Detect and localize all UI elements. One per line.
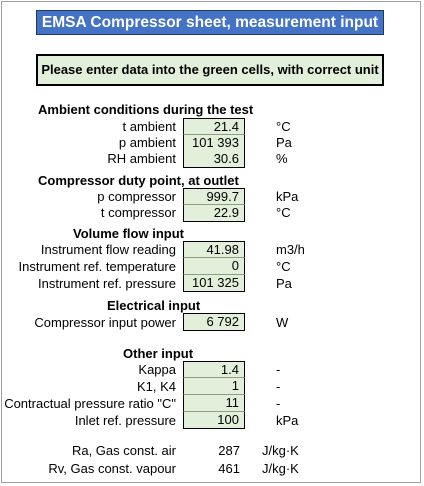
unit-gas-const-vapour: J/kg·K	[262, 461, 299, 476]
input-p-ambient[interactable]: 101 393	[183, 135, 245, 152]
label-p-ambient: p ambient	[118, 135, 176, 150]
label-rh-ambient: RH ambient	[107, 151, 176, 166]
input-t-ambient[interactable]: 21.4	[183, 118, 245, 135]
label-pressure-ratio: Contractual pressure ratio "C"	[4, 396, 176, 411]
unit-p-compressor: kPa	[276, 189, 299, 204]
label-gas-const-vapour: Rv, Gas const. vapour	[48, 461, 176, 476]
input-p-compressor[interactable]: 999.7	[183, 188, 245, 205]
input-inlet-ref-pressure[interactable]: 100	[183, 412, 245, 429]
input-t-compressor[interactable]: 22.9	[183, 205, 245, 222]
section-heading-ambient: Ambient conditions during the test	[38, 102, 254, 117]
label-flow-reading: Instrument flow reading	[40, 242, 176, 257]
input-ref-pressure[interactable]: 101 325	[183, 275, 245, 292]
unit-rh-ambient: %	[276, 151, 288, 166]
unit-ref-pressure: Pa	[276, 276, 292, 291]
unit-input-power: W	[276, 315, 289, 330]
unit-pressure-ratio: -	[276, 396, 281, 411]
input-ref-temperature[interactable]: 0	[183, 258, 245, 275]
section-heading-flow: Volume flow input	[73, 226, 184, 241]
label-k1-k4: K1, K4	[136, 379, 176, 394]
sheet-title: EMSA Compressor sheet, measurement input	[36, 10, 384, 35]
label-gas-const-air: Ra, Gas const. air	[71, 443, 176, 458]
label-t-compressor: t compressor	[100, 205, 176, 220]
input-pressure-ratio[interactable]: 11	[183, 395, 245, 412]
input-k1-k4[interactable]: 1	[183, 378, 245, 395]
unit-gas-const-air: J/kg·K	[262, 443, 299, 458]
unit-ref-temperature: °C	[276, 259, 291, 274]
label-input-power: Compressor input power	[34, 315, 176, 330]
input-kappa[interactable]: 1.4	[183, 361, 245, 378]
section-heading-other: Other input	[123, 346, 194, 361]
unit-t-ambient: °C	[276, 119, 291, 134]
unit-kappa: -	[276, 362, 281, 377]
label-inlet-ref-pressure: Inlet ref. pressure	[74, 413, 176, 428]
unit-t-compressor: °C	[276, 205, 291, 220]
instruction-banner: Please enter data into the green cells, with correct unit	[36, 54, 384, 86]
section-heading-duty: Compressor duty point, at outlet	[38, 173, 239, 188]
label-p-compressor: p compressor	[97, 189, 176, 204]
label-ref-pressure: Instrument ref. pressure	[38, 276, 176, 291]
unit-flow-reading: m3/h	[276, 242, 305, 257]
input-flow-reading[interactable]: 41.98	[183, 241, 245, 258]
value-gas-const-air: 287	[218, 443, 240, 458]
input-input-power[interactable]: 6 792	[183, 313, 245, 331]
label-ref-temperature: Instrument ref. temperature	[18, 259, 176, 274]
section-heading-electrical: Electrical input	[107, 298, 201, 313]
unit-inlet-ref-pressure: kPa	[276, 413, 299, 428]
input-rh-ambient[interactable]: 30.6	[183, 151, 245, 168]
label-kappa: Kappa	[138, 362, 176, 377]
label-t-ambient: t ambient	[122, 119, 176, 134]
unit-k1-k4: -	[276, 379, 281, 394]
value-gas-const-vapour: 461	[218, 461, 240, 476]
unit-p-ambient: Pa	[276, 135, 292, 150]
